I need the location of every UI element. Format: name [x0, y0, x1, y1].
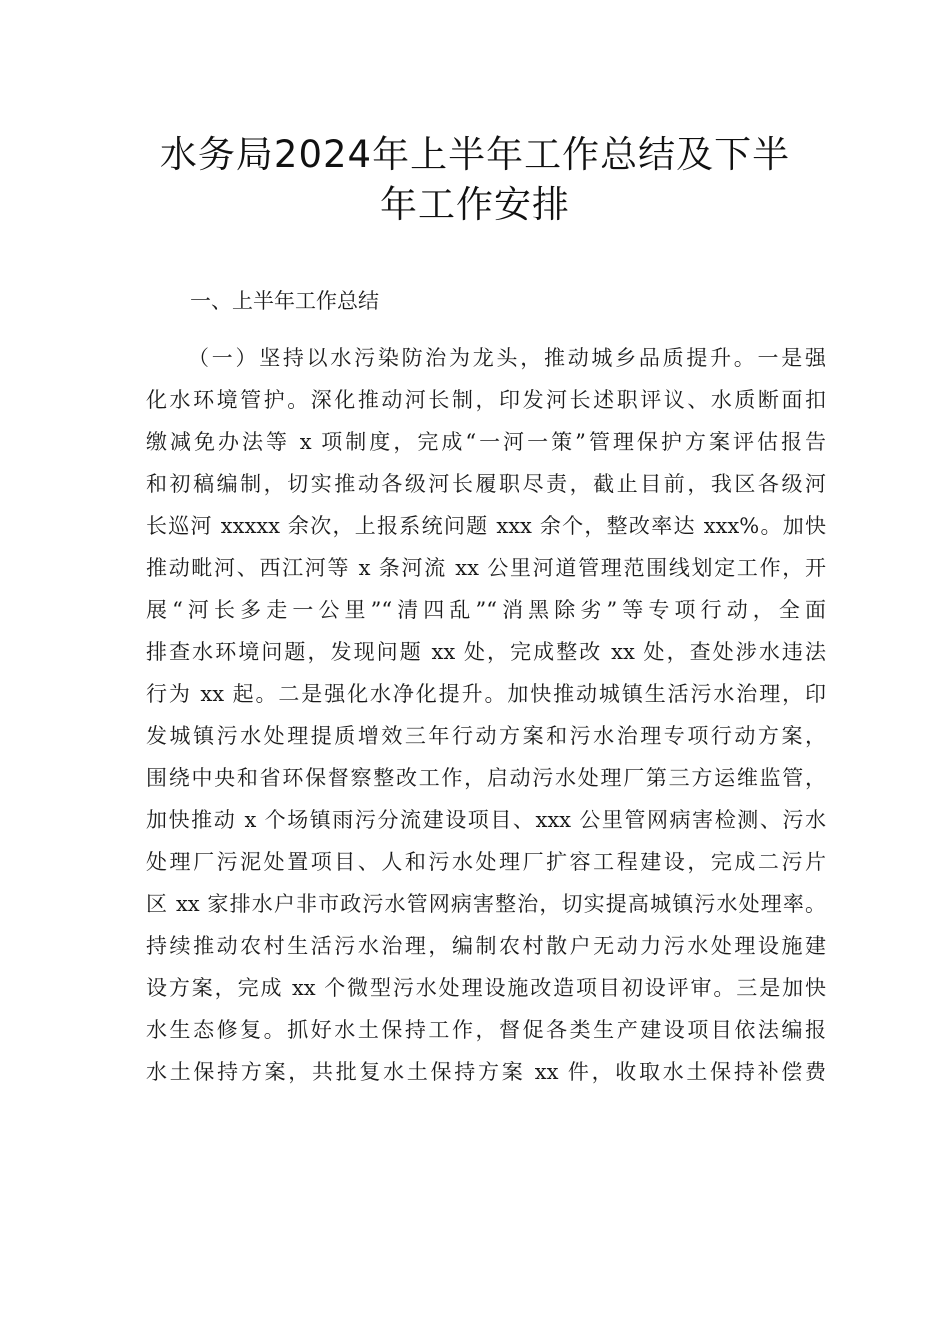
paragraph-line: 排查水环境问题，发现问题 xx 处，完成整改 xx 处，查处涉水违法	[146, 640, 826, 664]
section-heading: 一、上半年工作总结	[190, 289, 379, 313]
document-title-line-1: 水务局2024年上半年工作总结及下半	[159, 133, 791, 176]
paragraph-line: 围绕中央和省环保督察整改工作，启动污水处理厂第三方运维监管，	[146, 766, 826, 790]
paragraph-line: 行为 xx 起。二是强化水净化提升。加快推动城镇生活污水治理，印	[146, 682, 826, 706]
paragraph-line: 水生态修复。抓好水土保持工作，督促各类生产建设项目依法编报	[146, 1018, 826, 1042]
paragraph-line: 推动毗河、西江河等 x 条河流 xx 公里河道管理范围线划定工作，开	[146, 556, 826, 580]
document-title-line-2: 年工作安排	[380, 183, 570, 226]
body-paragraph	[146, 337, 826, 1093]
paragraph-line: 处理厂污泥处置项目、人和污水处理厂扩容工程建设，完成二污片	[146, 850, 826, 874]
paragraph-line: 加快推动 x 个场镇雨污分流建设项目、xxx 公里管网病害检测、污水	[146, 808, 826, 832]
paragraph-line: 持续推动农村生活污水治理，编制农村散户无动力污水处理设施建	[146, 934, 826, 958]
paragraph-line: 长巡河 xxxxx 余次，上报系统问题 xxx 余个，整改率达 xxx%。加快	[146, 514, 826, 538]
paragraph-line: （一）坚持以水污染防治为龙头，推动城乡品质提升。一是强	[188, 346, 826, 370]
paragraph-line: 水土保持方案，共批复水土保持方案 xx 件，收取水土保持补偿费	[146, 1060, 826, 1084]
paragraph-line: 缴减免办法等 x 项制度，完成“一河一策”管理保护方案评估报告	[146, 430, 826, 454]
paragraph-line: 化水环境管护。深化推动河长制，印发河长述职评议、水质断面扣	[146, 388, 826, 412]
paragraph-line: 和初稿编制，切实推动各级河长履职尽责，截止目前，我区各级河	[146, 472, 826, 496]
paragraph-line: 设方案，完成 xx 个微型污水处理设施改造项目初设评审。三是加快	[146, 976, 826, 1000]
paragraph-line: 展“河长多走一公里”“清四乱”“消黑除劣”等专项行动，全面	[146, 598, 826, 622]
paragraph-line: 发城镇污水处理提质增效三年行动方案和污水治理专项行动方案，	[146, 724, 826, 748]
paragraph-line: 区 xx 家排水户非市政污水管网病害整治，切实提高城镇污水处理率。	[146, 892, 826, 916]
